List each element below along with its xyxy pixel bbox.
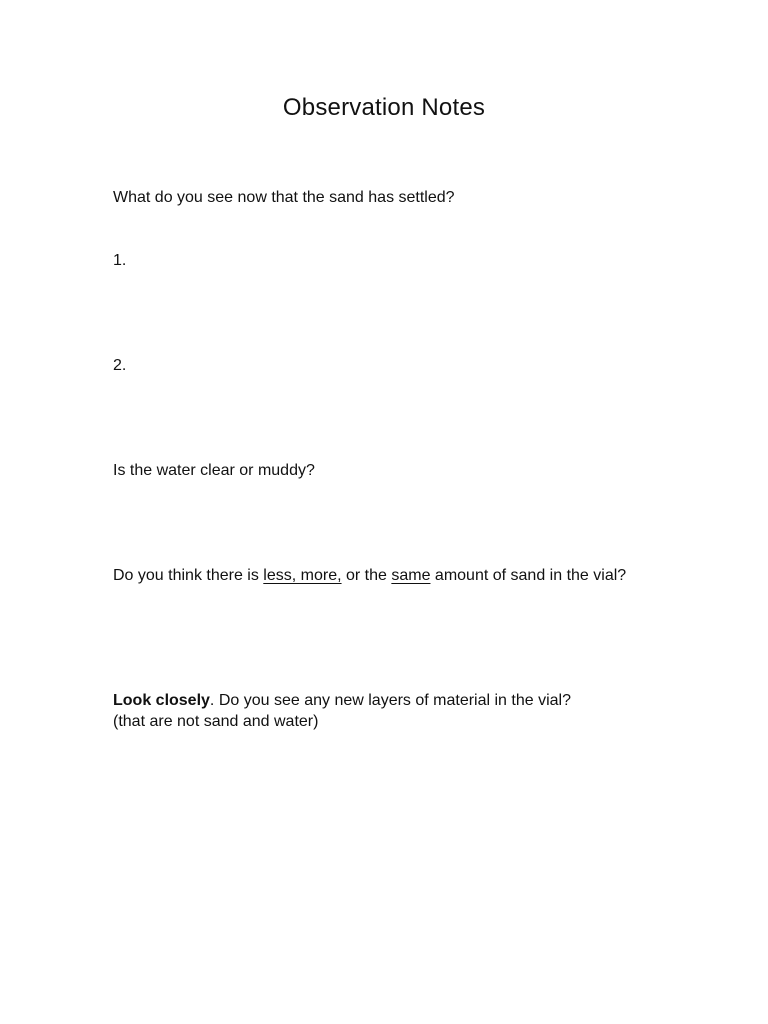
page-title: Observation Notes — [282, 94, 486, 121]
underlined-options-less-more: less, more, — [263, 567, 342, 584]
question-water-clarity: Is the water clear or muddy? — [113, 462, 315, 479]
look-closely-emphasis: Look closely — [113, 692, 210, 709]
question-new-layers-line-2: (that are not sand and water) — [113, 713, 319, 730]
question-new-layers-line-1: . Do you see any new layers of material in the vial? — [209, 692, 571, 709]
question-sand-settled: What do you see now that the sand has settled? — [113, 189, 455, 206]
underlined-option-same: same — [391, 567, 431, 584]
question-new-layers — [113, 690, 673, 732]
question-sand-amount-part-3: amount of sand in the vial? — [430, 567, 627, 584]
question-sand-amount-part-2: or the — [341, 567, 392, 584]
answer-item-2-label: 2. — [113, 357, 127, 374]
question-sand-amount — [113, 565, 673, 586]
answer-item-1-label: 1. — [113, 252, 127, 269]
question-sand-amount-part-1: Do you think there is — [113, 567, 264, 584]
